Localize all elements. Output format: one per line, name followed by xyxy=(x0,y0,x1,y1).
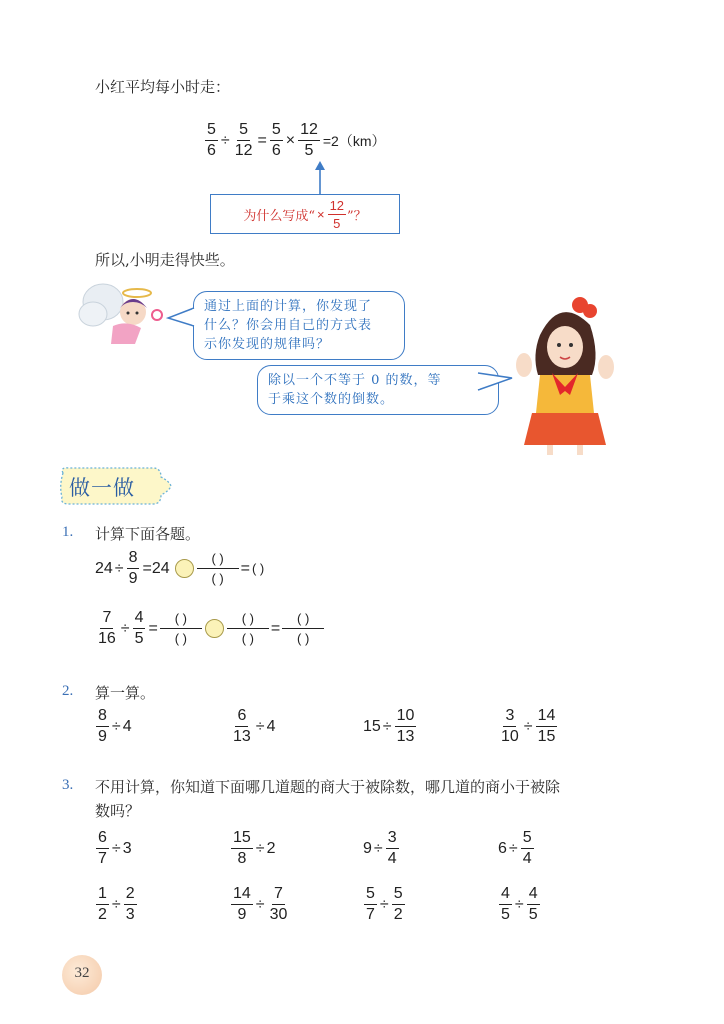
bubble-tail xyxy=(166,306,196,330)
question-title: 计算下面各题。 xyxy=(95,525,201,543)
exercise-item xyxy=(95,830,132,867)
fraction: $\frac{4}{5}$ xyxy=(528,885,538,923)
page-number: 32 xyxy=(74,965,90,981)
fraction: $\frac{1}{2}$ xyxy=(98,885,107,923)
operator: ÷ xyxy=(255,717,265,735)
operator: ÷ xyxy=(379,895,389,913)
number: 4 xyxy=(122,717,132,735)
fraction: $\frac{4}{5}$ xyxy=(134,609,144,647)
question-title: 算一算。 xyxy=(95,684,156,702)
fraction: $\frac{5}{6}$ xyxy=(207,121,216,159)
exercise-item xyxy=(230,886,290,923)
operator: ÷ xyxy=(514,895,524,913)
callout-box: 为什么写成“ × $\frac{12}{5}$ ”？ xyxy=(210,194,400,234)
number: 6 xyxy=(498,839,507,857)
fraction: $\frac{15}{8}$ xyxy=(233,829,251,867)
number: 3 xyxy=(122,839,132,857)
q3-exercises-row2 xyxy=(0,886,724,928)
main-equation: $\frac{5}{6}$ ÷ $\frac{5}{12}$ = $\frac{5}{6}$ × $\frac{12}{5}$ =2（km） xyxy=(207,121,386,159)
operator: ÷ xyxy=(255,839,265,857)
fraction: $\frac{12}{5}$ xyxy=(329,197,345,231)
fraction: $\frac{8}{9}$ xyxy=(128,549,138,587)
operator: ÷ xyxy=(373,839,383,857)
exercise-item xyxy=(363,830,400,867)
fraction: $\frac{5}{7}$ xyxy=(366,885,375,923)
conclusion-text: 所以,小明走得快些。 xyxy=(95,251,235,269)
fraction: $\frac{7}{16}$ xyxy=(98,609,116,647)
question-number: 2. xyxy=(62,683,74,699)
exercise-item xyxy=(498,830,535,867)
operator: ÷ xyxy=(111,895,121,913)
exercise-item xyxy=(363,886,406,923)
fraction: $\frac{12}{5}$ xyxy=(300,121,318,159)
answer-blank[interactable]: ( ) xyxy=(251,561,265,576)
exercise-item xyxy=(363,708,417,745)
fraction: $\frac{14}{15}$ xyxy=(537,707,556,745)
exercise-item xyxy=(95,886,138,923)
section-title: 做一做 xyxy=(69,476,135,500)
fraction: $\frac{7}{30}$ xyxy=(269,885,288,923)
fraction: $\frac{5}{4}$ xyxy=(522,829,532,867)
fraction: $\frac{5}{6}$ xyxy=(271,121,281,159)
fraction: $\frac{8}{9}$ xyxy=(98,707,107,745)
number: 4 xyxy=(266,717,276,735)
q2-exercises xyxy=(0,708,724,750)
answer-blank-fraction[interactable]: ( ) ( ) xyxy=(197,552,239,585)
operator: ÷ xyxy=(111,839,121,857)
operator: ÷ xyxy=(382,717,392,735)
fraction: $\frac{6}{7}$ xyxy=(98,829,107,867)
number: 9 xyxy=(363,839,372,857)
fraction: $\frac{5}{2}$ xyxy=(393,885,403,923)
exercise-item xyxy=(95,708,132,745)
question-number: 3. xyxy=(62,777,74,793)
operator: ÷ xyxy=(508,839,518,857)
exercise-item xyxy=(230,708,275,745)
fraction: $\frac{5}{12}$ xyxy=(234,121,253,159)
fraction: $\frac{3}{10}$ xyxy=(501,707,519,745)
fraction: $\frac{10}{13}$ xyxy=(396,707,415,745)
operator: ÷ xyxy=(523,717,533,735)
operator: ÷ xyxy=(255,895,265,913)
operator: ÷ xyxy=(111,717,121,735)
number: 2 xyxy=(266,839,276,857)
speech-bubble-angel: 通过上面的计算，你发现了 什么？你会用自己的方式表 示你发现的规律吗？ xyxy=(193,291,405,360)
exercise-item xyxy=(498,708,558,745)
angel-illustration xyxy=(75,276,175,356)
question-number: 1. xyxy=(62,524,74,540)
exercise-item xyxy=(498,886,541,923)
intro-text: 小红平均每小时走： xyxy=(95,78,231,96)
speech-bubble-girl: 除以一个不等于 0 的数，等 于乘这个数的倒数。 xyxy=(257,365,499,415)
q1-line2: $\frac{7}{16}$ ÷ $\frac{4}{5}$ = ( ) ( ) ( ) ( ) = ( ) ( ) xyxy=(95,610,324,647)
number: 15 xyxy=(363,717,381,735)
question-title-line1: 不用计算，你知道下面哪几道题的商大于被除数，哪几道的商小于被除 xyxy=(95,778,561,796)
up-arrow-icon xyxy=(310,160,330,196)
girl-illustration xyxy=(510,295,620,455)
answer-blank-fraction[interactable]: ( ) ( ) xyxy=(227,612,269,645)
fraction: $\frac{14}{9}$ xyxy=(233,885,251,923)
fraction: $\frac{2}{3}$ xyxy=(125,885,135,923)
exercise-item xyxy=(230,830,275,867)
operator-blank-circle[interactable] xyxy=(175,559,194,578)
answer-blank-fraction[interactable]: ( ) ( ) xyxy=(282,612,324,645)
q3-exercises-row1 xyxy=(0,830,724,872)
question-title-line2: 数吗？ xyxy=(95,802,141,820)
fraction: $\frac{3}{4}$ xyxy=(387,829,397,867)
operator-blank-circle[interactable] xyxy=(205,619,224,638)
fraction: $\frac{6}{13}$ xyxy=(233,707,251,745)
q1-line1: 24 ÷ $\frac{8}{9}$ =24 ( ) ( ) = ( ) xyxy=(95,549,265,587)
answer-blank-fraction[interactable]: ( ) ( ) xyxy=(160,612,202,645)
fraction: $\frac{4}{5}$ xyxy=(501,885,510,923)
